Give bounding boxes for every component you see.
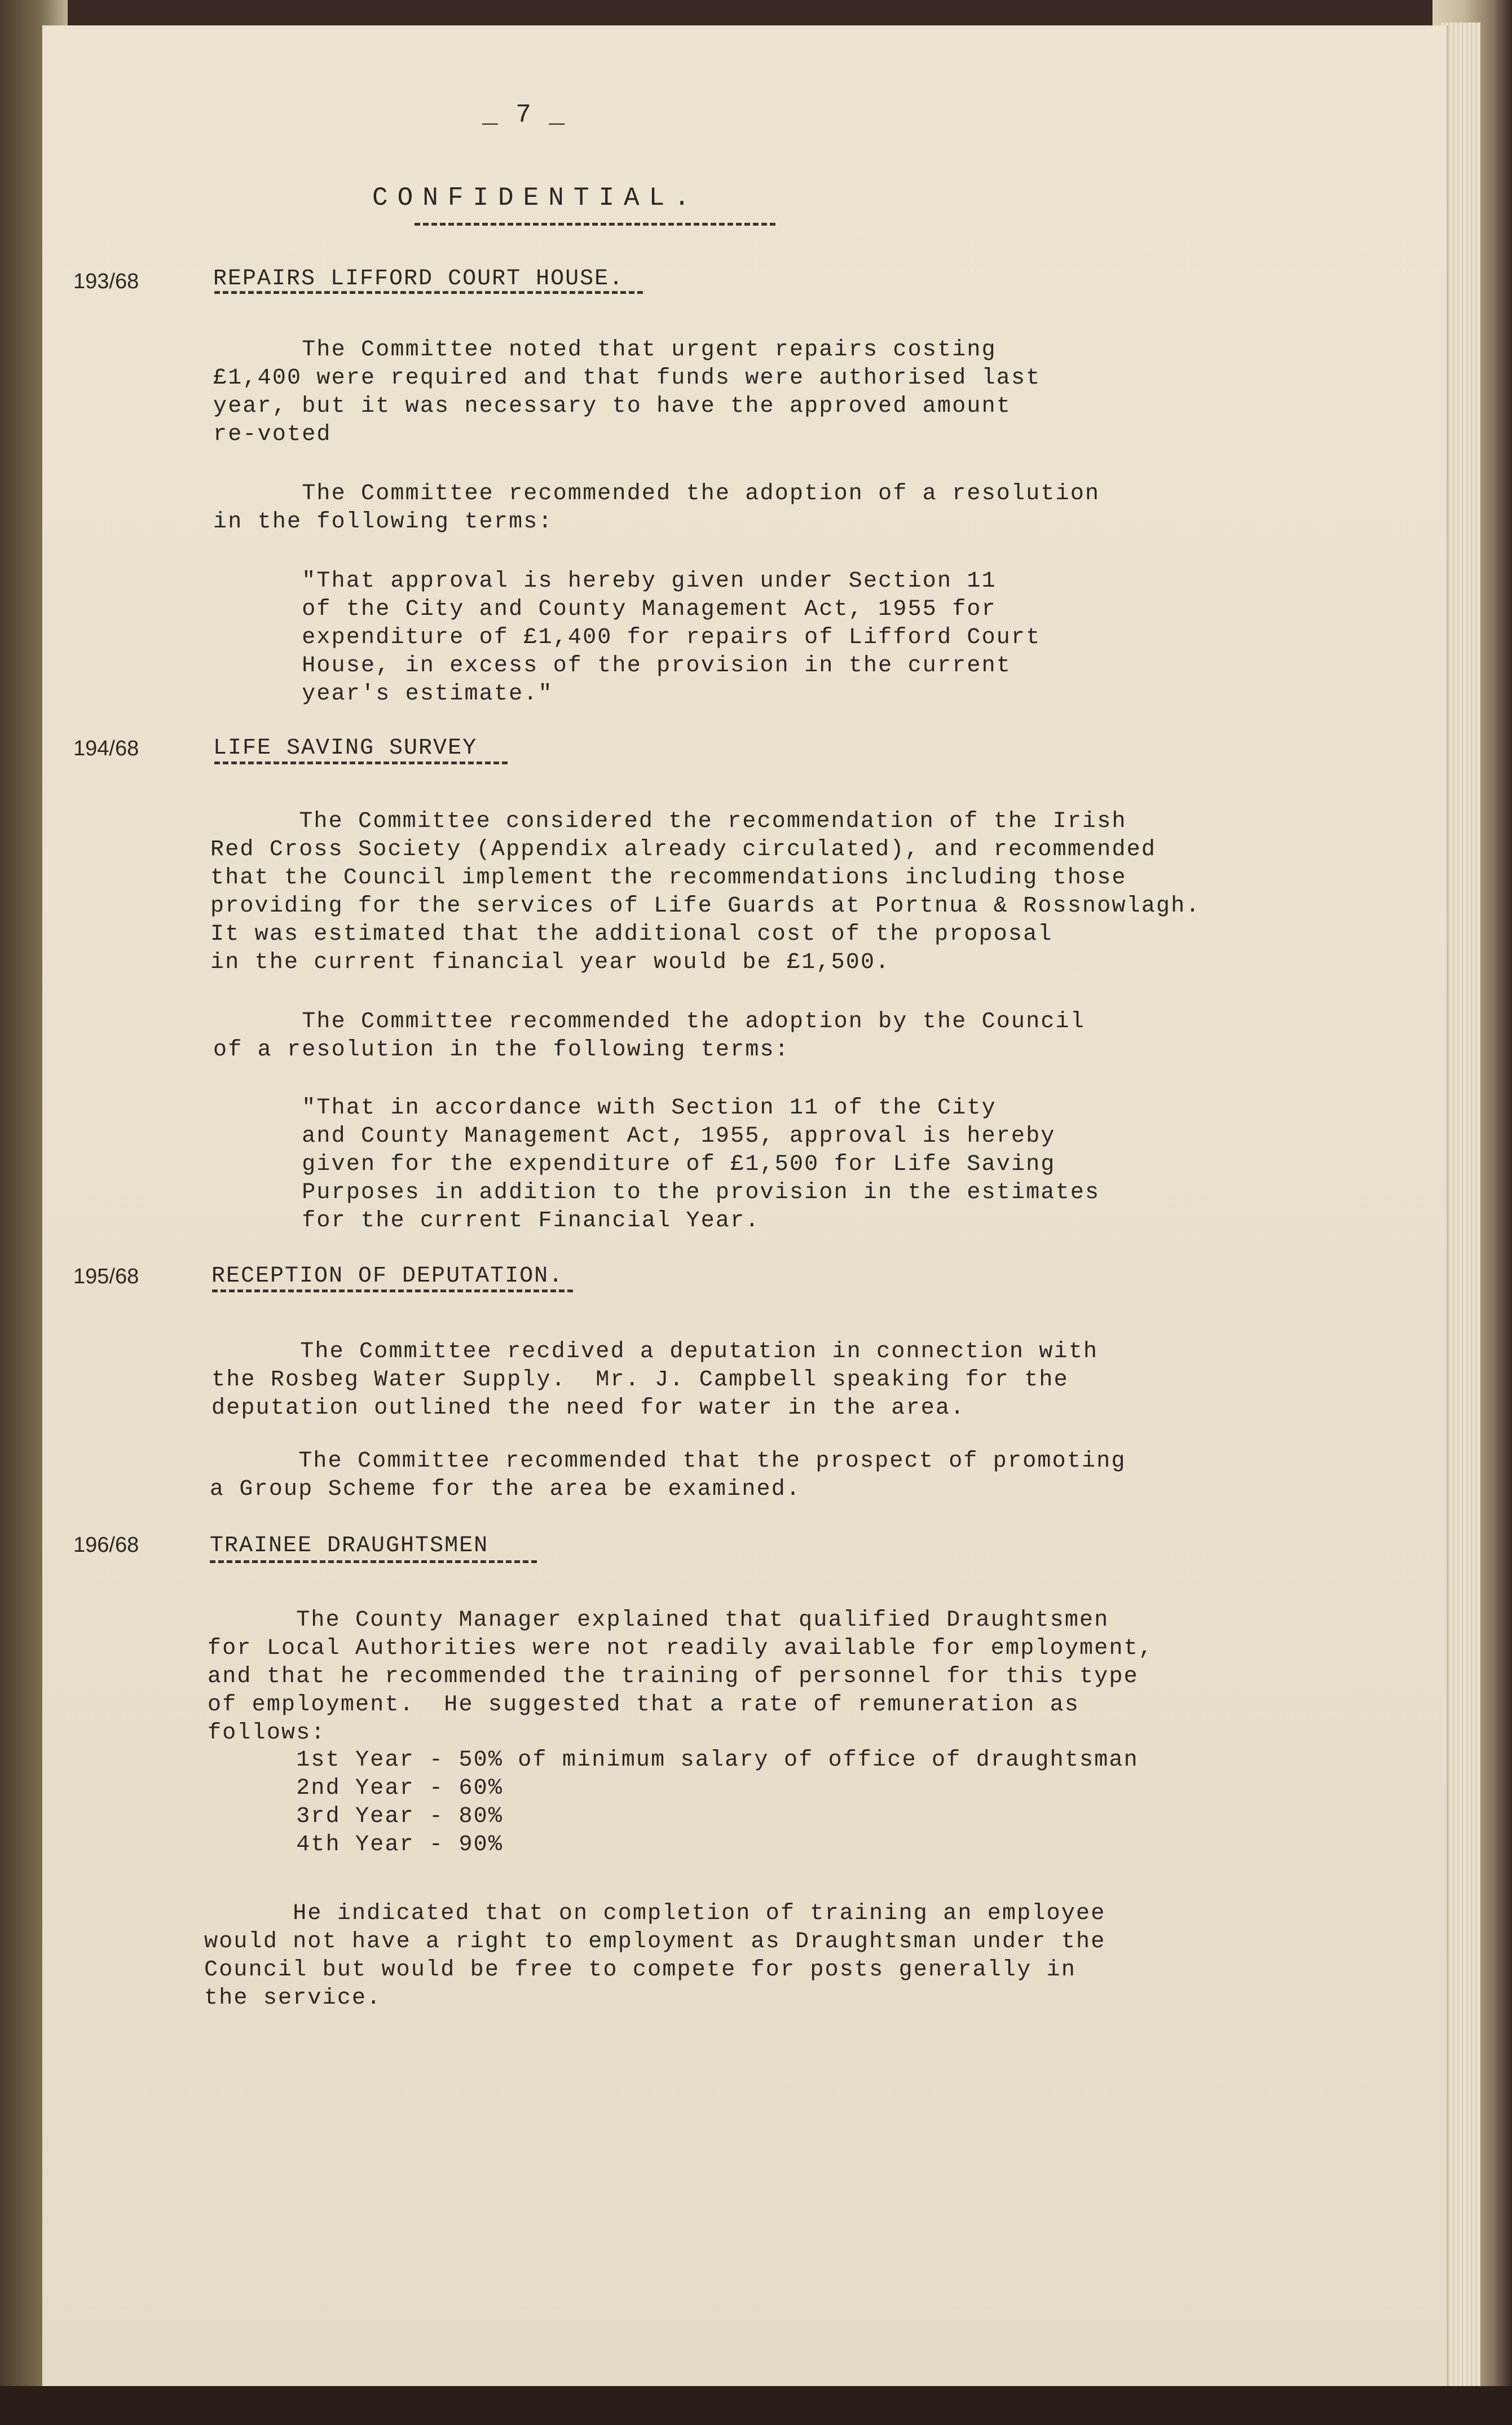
paragraph-194-3: "That in accordance with Section 11 of the City and County Management Act, 1955, approval is hereby given for the expenditure of £1,500 for Life Saving Purposes in addition to the provision in the estimates for the current Financial Year. — [302, 1095, 1100, 1234]
minute-number-196: 196/68 — [73, 1533, 139, 1557]
paragraph-195-1: The Committee recdived a deputation in connection with the Rosbeg Water Supply. Mr. J. Campbell speaking for the deputation outlined the need for water in the area. — [211, 1339, 1099, 1421]
item-title-underline-194 — [214, 762, 508, 764]
minute-number-193: 193/68 — [73, 270, 139, 293]
confidential-heading: CONFIDENTIAL. — [372, 183, 699, 213]
minute-number-194: 194/68 — [73, 737, 139, 760]
minute-number-195: 195/68 — [73, 1265, 139, 1288]
item-title-underline-193 — [214, 291, 643, 294]
paragraph-194-1: The Committee considered the recommendation of the Irish Red Cross Society (Appendix already circulated), and recommended that the Council implement the recommendations including those providing for the services of Life Guards at Portnua & Rossnowlagh. It was estimated that the additional cost of the proposal in the current financial year would be £1,500. — [210, 809, 1201, 975]
paragraph-194-2: The Committee recommended the adoption by the Council of a resolution in the following terms: — [213, 1009, 1086, 1063]
paragraph-195-2: The Committee recommended that the prospect of promoting a Group Scheme for the area be examined. — [210, 1449, 1126, 1502]
paragraph-193-3: "That approval is hereby given under Section 11 of the City and County Management Act, 1955 for expenditure of £1,400 for repairs of Lifford Court House, in excess of the provision in the current year's estimate." — [302, 569, 1041, 707]
paragraph-196-1: The County Manager explained that qualified Draughtsmen for Local Authorities were not readily available for employment, and that he recommended the training of personnel for this type of employment. He suggested that a rate of remuneration as follows: — [208, 1608, 1154, 1746]
paragraph-193-1: The Committee noted that urgent repairs costing £1,400 were required and that funds were authorised last year, but it was necessary to have the approved amount re-voted — [213, 337, 1041, 447]
item-title-underline-195 — [212, 1289, 573, 1292]
item-title-underline-196 — [210, 1560, 537, 1563]
paragraph-196-2: He indicated that on completion of training an employee would not have a right to employment as Draughtsman under the Council but would be free to compete for posts generally in the service. — [204, 1901, 1106, 2011]
paragraph-193-2: The Committee recommended the adoption of a resolution in the following terms: — [213, 481, 1100, 535]
scan-frame-bottom — [0, 2386, 1512, 2425]
page-number: _ 7 _ — [482, 100, 566, 130]
item-title-194: LIFE SAVING SURVEY — [213, 736, 478, 761]
remuneration-schedule: 1st Year - 50% of minimum salary of office of draughtsman 2nd Year - 60% 3rd Year - 80% 4th Year - 90% — [296, 1748, 1139, 1858]
confidential-underline — [415, 223, 775, 226]
item-title-196: TRAINEE DRAUGHTSMEN — [210, 1533, 489, 1559]
item-title-193: REPAIRS LIFFORD COURT HOUSE. — [213, 266, 624, 292]
item-title-195: RECEPTION OF DEPUTATION. — [211, 1264, 564, 1289]
